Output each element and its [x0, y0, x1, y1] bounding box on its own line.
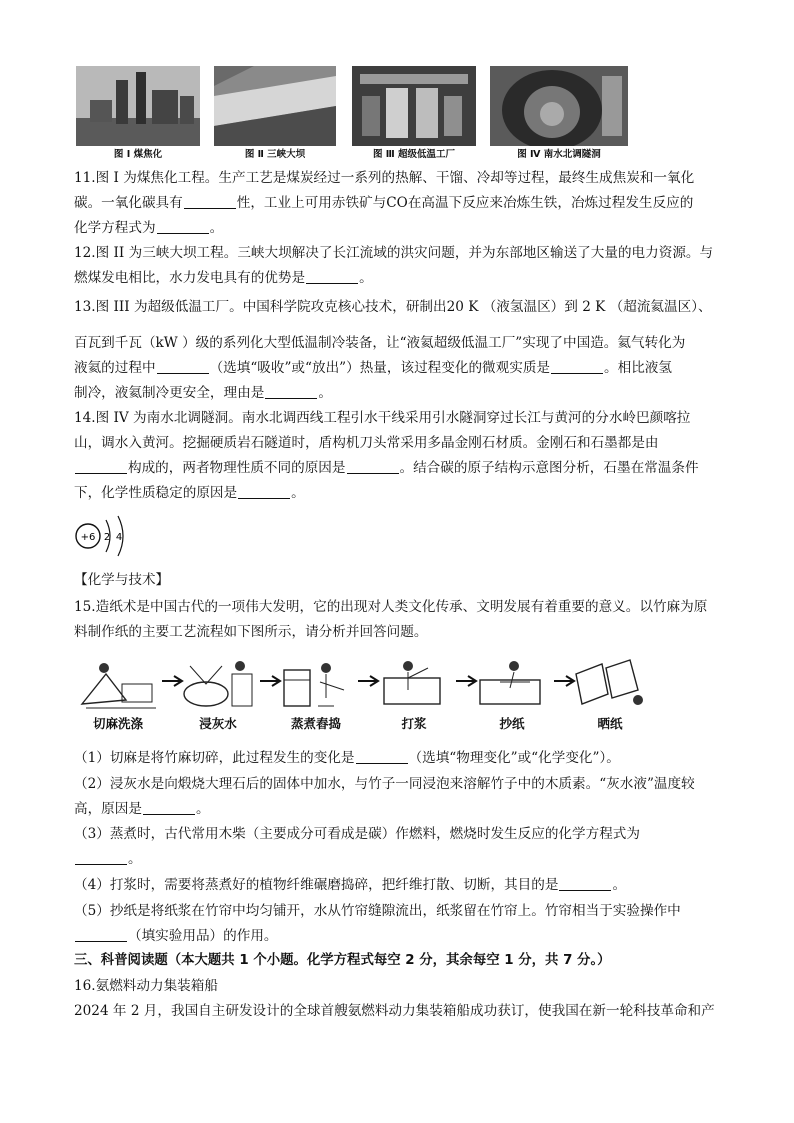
carbon-atom-diagram	[74, 512, 134, 560]
q14-line-4: 下，化学性质稳定的原因是 。	[74, 485, 305, 501]
q16-title: 16.氨燃料动力集装箱船	[74, 978, 218, 994]
step-label: 切麻洗涤	[92, 716, 143, 731]
answer-blank[interactable]	[75, 459, 127, 474]
q15-line-1: 15.造纸术是中国古代的一项伟大发明，它的出现对人类文化传承、文明发展有着重要的意义。以竹麻为原	[74, 599, 708, 615]
photo-caption: 图 Ⅱ 三峡大坝	[244, 149, 306, 160]
q13-line-2: 百瓦到千瓦（kW ）级的系列化大型低温制冷装备，让“液氦超级低温工厂”实现了中国造。氦气转化为	[74, 335, 686, 351]
step-label: 浸灰水	[199, 716, 237, 731]
photo-caption: 图 Ⅳ 南水北调隧洞	[517, 149, 601, 160]
answer-blank[interactable]	[157, 219, 209, 234]
photo-coking	[76, 66, 200, 164]
photo-tunnel	[490, 66, 628, 164]
process-step	[470, 654, 554, 740]
q12-line-1: 12.图 II 为三峡大坝工程。三峡大坝解决了长江流域的洪灾问题，并为东部地区输送了大量的电力资源。与	[74, 245, 714, 261]
step-label: 打浆	[401, 716, 427, 731]
nucleus-charge: +6	[80, 532, 96, 543]
photo-caption: 图 Ⅰ 煤焦化	[113, 149, 163, 160]
photo-dam	[214, 66, 336, 164]
q15-line-2: 料制作纸的主要工艺流程如下图所示，请分析并回答问题。	[74, 624, 428, 640]
three-gorges-dam-image	[214, 66, 336, 146]
q15-part-2a: （2）浸灰水是向煅烧大理石后的固体中加水，与竹子一同浸泡来溶解竹子中的木质素。“灰水液”温度较	[74, 776, 695, 792]
q15-part-1: （1）切麻是将竹麻切碎，此过程发生的变化是 （选填“物理变化”或“化学变化”）。	[74, 750, 620, 766]
photo-cryogenic	[352, 66, 476, 164]
beating-pulp-illustration	[372, 654, 456, 712]
paper-scooping-illustration	[470, 654, 554, 712]
process-step	[372, 654, 456, 740]
answer-blank[interactable]	[347, 459, 399, 474]
photo-strip	[76, 66, 636, 164]
answer-blank[interactable]	[75, 850, 127, 865]
step-label: 抄纸	[499, 716, 525, 731]
answer-blank[interactable]	[75, 927, 127, 942]
q15-part-3b: 。	[74, 849, 720, 869]
q15-part-5b: （填实验用品）的作用。	[74, 926, 720, 946]
q13-line-3: 液氦的过程中 （选填“吸收”或“放出”）热量，该过程变化的微观实质是 。相比液氢	[74, 360, 672, 376]
process-step	[76, 654, 160, 740]
cryogenic-plant-image	[352, 66, 476, 146]
q15-part-4: （4）打浆时，需要将蒸煮好的植物纤维碾磨捣碎，把纤维打散、切断，其目的是 。	[74, 877, 627, 893]
q14-line-2: 山，调水入黄河。挖掘硬质岩石隧道时，盾构机刀头常采用多晶金刚石材质。金刚石和石墨都是由	[74, 435, 659, 451]
step-label: 晒纸	[597, 716, 623, 731]
q11-line-3: 化学方程式为 。	[74, 220, 224, 236]
steaming-pounding-illustration	[274, 654, 358, 712]
q12-line-2: 燃煤发电相比，水力发电具有的优势是 。	[74, 270, 373, 286]
q11-line-2: 碳。一氧化碳具有 性，工业上可用赤铁矿与CO在高温下反应来冶炼生铁，冶炼过程发生反应的	[74, 195, 694, 211]
step-label: 蒸煮舂捣	[290, 716, 341, 731]
lime-soaking-illustration	[176, 654, 260, 712]
section-tech-heading: 【化学与技术】	[74, 572, 170, 588]
answer-blank[interactable]	[306, 269, 358, 284]
q13-line-1: 13.图 III 为超级低温工厂。中国科学院攻克核心技术，研制出20 K （液氢温区）到 2 K （超流氦温区）、	[74, 299, 712, 315]
papermaking-process-diagram	[76, 654, 650, 740]
q15-part-2b: 高，原因是 。	[74, 801, 210, 817]
answer-blank[interactable]	[184, 194, 236, 209]
answer-blank[interactable]	[356, 749, 408, 764]
answer-blank[interactable]	[265, 384, 317, 399]
answer-blank[interactable]	[551, 359, 603, 374]
q14-line-1: 14.图 IV 为南水北调隧洞。南水北调西线工程引水干线采用引水隧洞穿过长江与黄河的分水岭巴颜喀拉	[74, 410, 691, 426]
process-step	[176, 654, 260, 740]
answer-blank[interactable]	[559, 876, 611, 891]
q16-line-1: 2024 年 2 月，我国自主研发设计的全球首艘氨燃料动力集装箱船成功获订，使我国在新一轮科技革命和产	[74, 1003, 715, 1019]
answer-blank[interactable]	[238, 484, 290, 499]
q14-line-3: 构成的，两者物理性质不同的原因是 。结合碳的原子结构示意图分析，石墨在常温条件	[74, 458, 720, 478]
coking-plant-image	[76, 66, 200, 146]
answer-blank[interactable]	[157, 359, 209, 374]
shell-2-electrons: 4	[115, 532, 123, 543]
q13-line-4: 制冷，液氦制冷更安全，理由是 。	[74, 385, 332, 401]
q15-part-3a: （3）蒸煮时，古代常用木柴（主要成分可看成是碳）作燃料，燃烧时发生反应的化学方程式为	[74, 826, 640, 842]
shell-1-electrons: 2	[103, 532, 111, 543]
cutting-washing-illustration	[76, 654, 160, 712]
tunnel-image	[490, 66, 628, 146]
process-step	[274, 654, 358, 740]
answer-blank[interactable]	[143, 800, 195, 815]
photo-caption: 图 Ⅲ 超级低温工厂	[372, 149, 456, 160]
process-step	[568, 654, 652, 740]
q15-part-5a: （5）抄纸是将纸浆在竹帘中均匀铺开，水从竹帘缝隙流出，纸浆留在竹帘上。竹帘相当于实验操作中	[74, 903, 681, 919]
section-3-heading: 三、科普阅读题（本大题共 1 个小题。化学方程式每空 2 分，其余每空 1 分，共 7 分。）	[74, 953, 611, 968]
q11-line-1: 11.图 I 为煤焦化工程。生产工艺是煤炭经过一系列的热解、干馏、冷却等过程，最终生成焦炭和一氧化	[74, 170, 695, 186]
paper-drying-illustration	[568, 654, 652, 712]
